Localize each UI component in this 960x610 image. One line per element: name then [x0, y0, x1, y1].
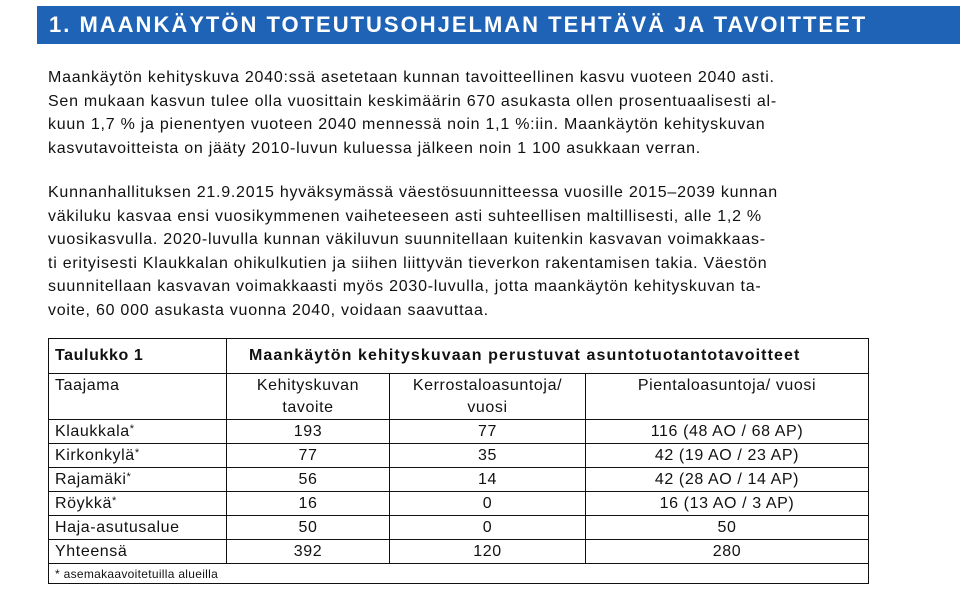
apartments-cell: 77: [390, 420, 586, 444]
footnote-marker: *: [134, 446, 140, 459]
houses-cell: 280: [586, 540, 869, 564]
column-header-line: Kehityskuvan: [256, 377, 360, 394]
column-header-line: Kerrostaloasuntoja/: [412, 377, 563, 394]
table-footnote: * asemakaavoitetuilla alueilla: [49, 564, 869, 584]
target-cell: 50: [227, 516, 390, 540]
column-header-area: Taajama: [49, 374, 227, 420]
table-title: Maankäytön kehityskuvaan perustuvat asuntotuotantotavoitteet: [227, 339, 869, 374]
area-cell: [49, 420, 227, 444]
area-name: Rajamäki: [55, 470, 127, 488]
table-label: Taulukko 1: [49, 339, 227, 374]
apartments-cell: 120: [390, 540, 586, 564]
area-name: Kirkonkylä: [55, 446, 135, 464]
text-line: vuosikasvulla. 2020-luvulla kunnan väkiluvun suunnitellaan kuitenkin kasvavan voimakkaas-: [48, 231, 766, 248]
column-header-line: vuosi: [467, 399, 508, 416]
apartments-cell: 0: [390, 516, 586, 540]
column-header-target: [227, 374, 390, 420]
column-header-apartments: [390, 374, 586, 420]
housing-goals-table: [48, 338, 869, 584]
table-row: [49, 468, 869, 492]
table-row: [49, 492, 869, 516]
area-cell: [49, 468, 227, 492]
houses-cell: 16 (13 AO / 3 AP): [586, 492, 869, 516]
section-banner: [37, 6, 960, 44]
area-name: Haja-asutusalue: [55, 518, 180, 536]
text-line: Kunnanhallituksen 21.9.2015 hyväksymässä väestösuunnitteessa vuosille 2015–2039 kunnan: [48, 184, 778, 201]
text-line: väkiluku kasvaa ensi vuosikymmenen vaiheteeseen asti suhteellisen maltillisesti, alle 1,2 %: [48, 207, 762, 225]
table-row-total: [49, 540, 869, 564]
apartments-cell: 14: [390, 468, 586, 492]
text-line: Maankäytön kehityskuva 2040:ssä asetetaan kunnan tavoitteellinen kasvu vuoteen 2040 asti.: [48, 69, 775, 86]
houses-cell: 42 (19 AO / 23 AP): [586, 444, 869, 468]
area-name: Klaukkala: [55, 422, 130, 440]
table-header-row: [49, 374, 869, 420]
target-cell: 56: [227, 468, 390, 492]
table-title-row: [49, 339, 869, 374]
footnote-marker: *: [111, 494, 117, 507]
houses-cell: 116 (48 AO / 68 AP): [586, 420, 869, 444]
table-row: [49, 420, 869, 444]
apartments-cell: 0: [390, 492, 586, 516]
area-name: Yhteensä: [55, 542, 128, 560]
table-row: [49, 516, 869, 540]
paragraph-population-plan: [48, 181, 948, 322]
target-cell: 77: [227, 444, 390, 468]
text-line: kasvutavoitteista on jääty 2010-luvun kuluessa jälkeen noin 1 100 asukkaan verran.: [48, 139, 701, 157]
paragraph-intro: [48, 66, 948, 160]
text-line: ti erityisesti Klaukkalan ohikulkutien ja siihen liittyvän tieverkon rakentamisen takia. Väestön: [48, 254, 768, 272]
section-title: 1. MAANKÄYTÖN TOTEUTUSOHJELMAN TEHTÄVÄ JA TAVOITTEET: [49, 12, 868, 37]
text-line: Sen mukaan kasvun tulee olla vuosittain keskimäärin 670 asukasta ollen prosentuaalisesti al-: [48, 92, 777, 110]
area-cell: [49, 492, 227, 516]
footnote-marker: *: [126, 470, 132, 483]
area-name: Röykkä: [55, 494, 112, 512]
table-footnote-row: [49, 564, 869, 584]
apartments-cell: 35: [390, 444, 586, 468]
houses-cell: 50: [586, 516, 869, 540]
table-row: [49, 444, 869, 468]
column-header-line: tavoite: [282, 399, 334, 416]
houses-cell: 42 (28 AO / 14 AP): [586, 468, 869, 492]
target-cell: 193: [227, 420, 390, 444]
column-header-houses: Pientaloasuntoja/ vuosi: [586, 374, 869, 420]
area-cell: [49, 444, 227, 468]
text-line: suunnitellaan kasvavan voimakkaasti myös 2030-luvulla, jotta maankäytön kehityskuvan ta-: [48, 278, 762, 295]
text-line: voite, 60 000 asukasta vuonna 2040, voidaan saavuttaa.: [48, 301, 489, 319]
area-cell: [49, 516, 227, 540]
target-cell: 392: [227, 540, 390, 564]
target-cell: 16: [227, 492, 390, 516]
text-line: kuun 1,7 % ja pienentyen vuoteen 2040 mennessä noin 1,1 %:iin. Maankäytön kehityskuvan: [48, 116, 766, 133]
area-cell: [49, 540, 227, 564]
footnote-marker: *: [129, 422, 135, 435]
